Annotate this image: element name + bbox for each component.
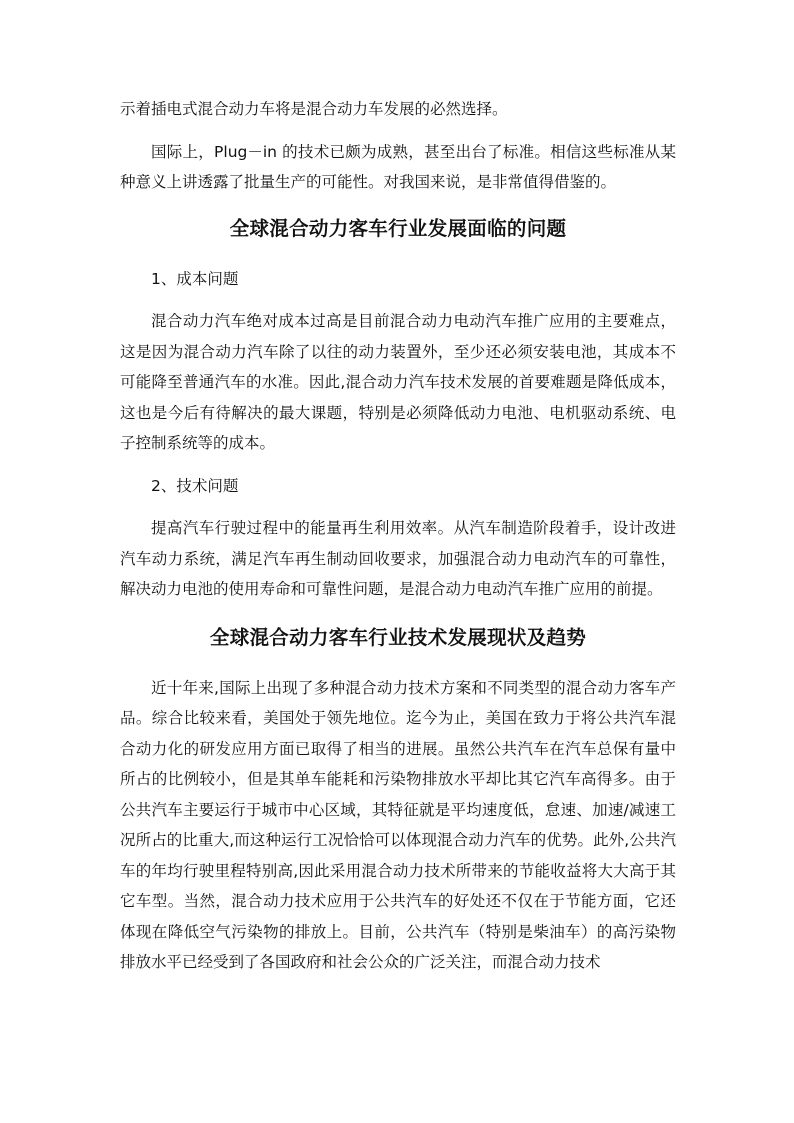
paragraph-plugin-standards: 国际上，Plug－in 的技术已颇为成熟，甚至出台了标准。相信这些标准从某种意义上讲透露了批量生产的可能性。对我国来说，是非常值得借鉴的。 xyxy=(120,142,676,191)
paragraph-continuation: 示着插电式混合动力车将是混合动力车发展的必然选择。 xyxy=(120,100,508,118)
section-heading-trends: 全球混合动力客车行业技术发展现状及趋势 xyxy=(209,625,587,649)
item-cost-body: 混合动力汽车绝对成本过高是目前混合动力电动汽车推广应用的主要难点，这是因为混合动力汽车除了以往的动力装置外，至少还必须安装电池，其成本不可能降至普通汽车的水准。因此,混合动力汽车技术发展的首要难题是降低成本，这也是今后有待解决的最大课题，特别是必须降低动力电池、电机驱动系统、电子控制系统等的成本。 xyxy=(120,312,676,452)
item-technology-body: 提高汽车行驶过程中的能量再生利用效率。从汽车制造阶段着手，设计改进汽车动力系统，满足汽车再生制动回收要求，加强混合动力电动汽车的可靠性，解决动力电池的使用寿命和可靠性问题，是混合动力电动汽车推广应用的前提。 xyxy=(120,519,676,598)
document-body xyxy=(120,94,676,978)
paragraph-trends: 近十年来,国际上出现了多种混合动力技术方案和不同类型的混合动力客车产品。综合比较来看，美国处于领先地位。迄今为止，美国在致力于将公共汽车混合动力化的研发应用方面已取得了相当的进展。虽然公共汽车在汽车总保有量中所占的比例较小，但是其单车能耗和污染物排放水平却比其它汽车高得多。由于公共汽车主要运行于城市中心区域，其特征就是平均速度低，怠速、加速/减速工况所占的比重大,而这种运行工况恰恰可以体现混合动力汽车的优势。此外,公共汽车的年均行驶里程特别高,因此采用混合动力技术所带来的节能收益将大大高于其它车型。当然，混合动力技术应用于公共汽车的好处还不仅在于节能方面，它还体现在降低空气污染物的排放上。目前，公共汽车（特别是柴油车）的高污染物排放水平已经受到了各国政府和社会公众的广泛关注，而混合动力技术 xyxy=(120,678,676,971)
item-technology-title: 2、技术问题 xyxy=(151,476,239,495)
section-heading-problems: 全球混合动力客车行业发展面临的问题 xyxy=(229,216,567,240)
item-cost-title: 1、成本问题 xyxy=(151,269,239,288)
